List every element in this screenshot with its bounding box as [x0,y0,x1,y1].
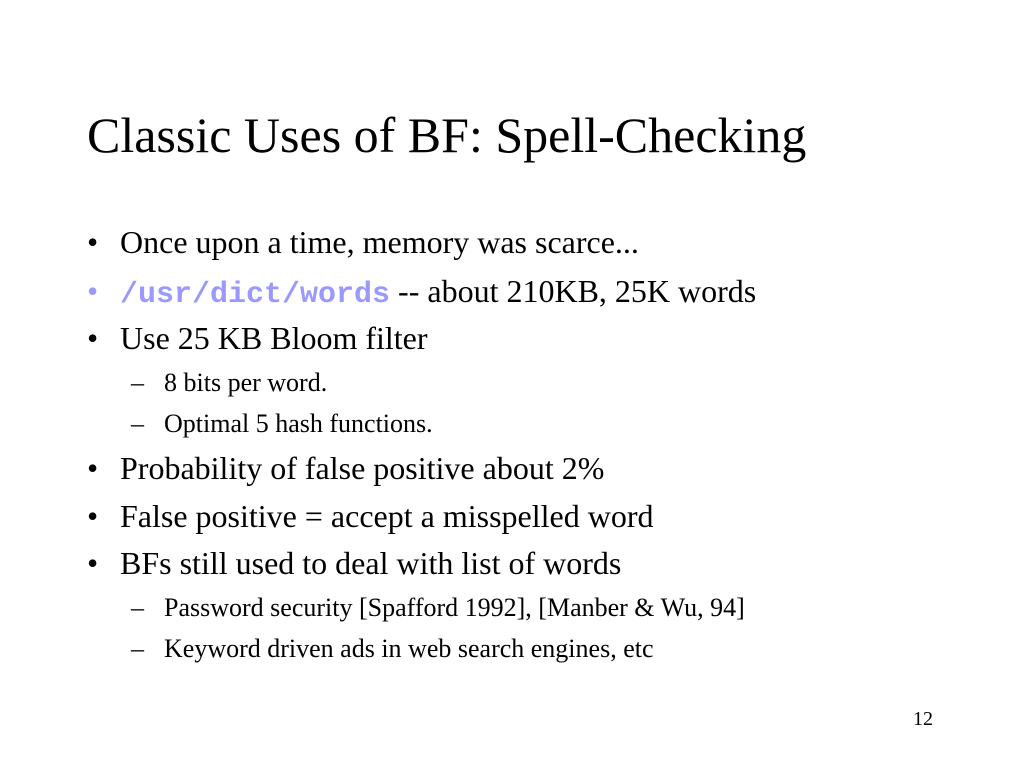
dash-marker: – [131,634,144,663]
sub-bullet-text: Password security [Spafford 1992], [Manber & Wu, 94] [164,593,745,622]
bullet-marker: • [87,498,99,534]
bullet-marker: • [87,545,99,581]
sub-bullet-item [131,632,654,666]
slide-title: Classic Uses of BF: Spell-Checking [87,107,807,163]
bullet-item [87,222,639,262]
dash-marker: – [131,409,144,438]
bullet-text: False positive = accept a misspelled word [120,498,654,534]
bullet-marker: • [87,320,99,356]
bullet-item [87,448,604,488]
sub-bullet-text: 8 bits per word. [164,368,328,397]
sub-bullet-item [131,366,327,400]
bullet-marker: • [87,224,99,260]
bullet-marker: • [87,450,99,486]
dash-marker: – [131,593,144,622]
bullet-item [87,543,621,583]
page-number: 12 [913,708,933,730]
bullet-text: BFs still used to deal with list of words [120,545,622,581]
sub-bullet-item [131,407,433,441]
bullet-item [87,496,653,536]
bullet-marker: • [87,273,99,309]
dash-marker: – [131,368,144,397]
bullet-text: Once upon a time, memory was scarce... [120,224,639,260]
bullet-text: Use 25 KB Bloom filter [120,320,428,356]
bullet-item [87,271,756,315]
bullet-text: -- about 210KB, 25K words [390,273,757,309]
sub-bullet-text: Keyword driven ads in web search engines, etc [164,634,654,663]
sub-bullet-item [131,591,745,625]
bullet-text: Probability of false positive about 2% [120,450,605,486]
bullet-item [87,318,428,358]
sub-bullet-text: Optimal 5 hash functions. [164,409,433,438]
code-path: /usr/dict/words [120,278,391,312]
